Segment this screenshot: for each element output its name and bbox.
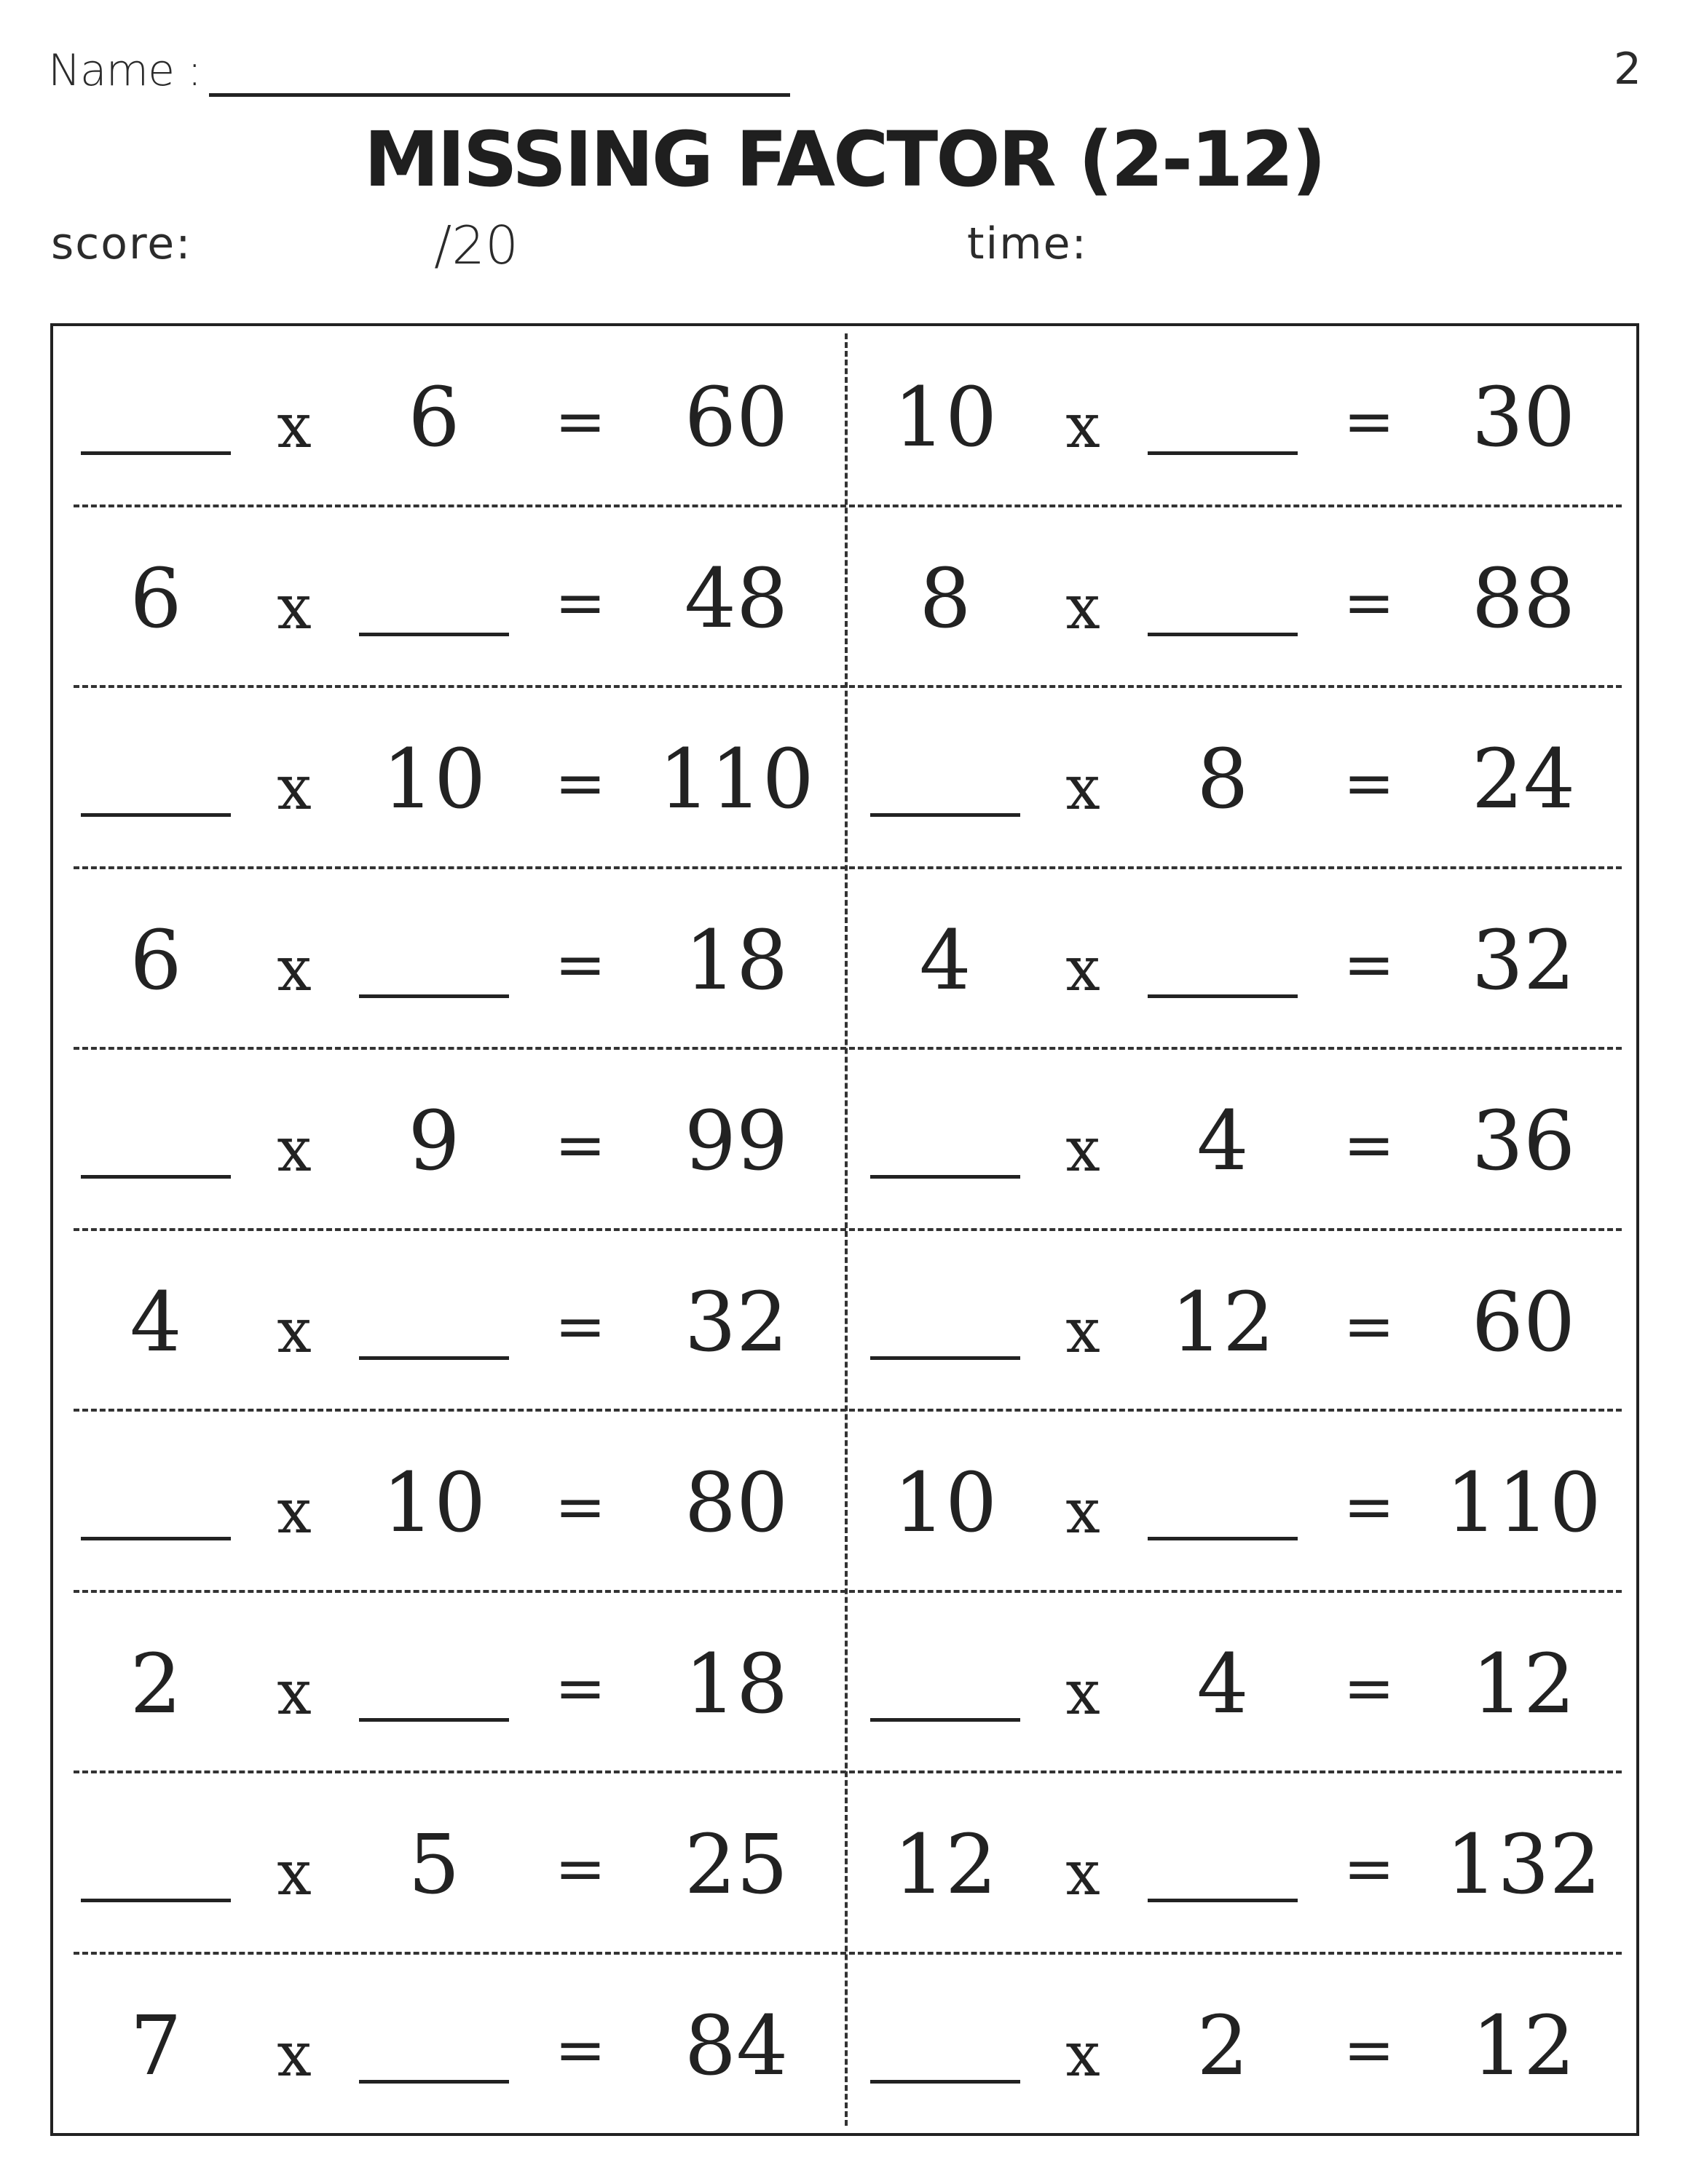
- equals-sign: =: [1343, 928, 1395, 1000]
- row-separator: [74, 1952, 1622, 1955]
- factor-value: 6: [130, 551, 182, 646]
- equals-sign: =: [1343, 386, 1395, 457]
- answer-blank[interactable]: [359, 633, 509, 636]
- times-sign: x: [1065, 1656, 1100, 1728]
- times-sign: x: [1065, 752, 1100, 823]
- product-value: 80: [684, 1456, 789, 1551]
- answer-blank[interactable]: [1148, 1537, 1298, 1540]
- equals-sign: =: [554, 1109, 607, 1181]
- factor-value: 10: [382, 1456, 486, 1551]
- answer-blank[interactable]: [870, 1175, 1020, 1179]
- factor-value: 2: [130, 1637, 182, 1732]
- equals-sign: =: [1343, 1652, 1395, 1724]
- factor-value: 5: [408, 1818, 460, 1912]
- times-sign: x: [1065, 390, 1100, 462]
- problem-grid: [50, 323, 1639, 2136]
- times-sign: x: [277, 571, 312, 643]
- answer-blank[interactable]: [359, 2080, 509, 2084]
- times-sign: x: [277, 752, 312, 823]
- answer-blank[interactable]: [870, 1718, 1020, 1722]
- answer-blank[interactable]: [359, 994, 509, 998]
- factor-value: 4: [919, 913, 971, 1008]
- answer-blank[interactable]: [870, 813, 1020, 817]
- equals-sign: =: [554, 2014, 607, 2086]
- row-separator: [74, 1228, 1622, 1231]
- equals-sign: =: [1343, 1290, 1395, 1362]
- factor-value: 2: [1196, 1998, 1249, 2094]
- answer-blank[interactable]: [81, 813, 231, 817]
- product-value: 24: [1471, 732, 1576, 827]
- row-separator: [74, 685, 1622, 688]
- equals-sign: =: [554, 1833, 607, 1904]
- row-separator: [74, 505, 1622, 507]
- name-label: Name :: [48, 45, 202, 96]
- factor-value: 6: [130, 913, 182, 1008]
- times-sign: x: [277, 1837, 312, 1909]
- equals-sign: =: [1343, 1471, 1395, 1543]
- answer-blank[interactable]: [1148, 994, 1298, 998]
- product-value: 12: [1471, 1998, 1576, 2094]
- product-value: 84: [684, 1998, 789, 2094]
- factor-value: 7: [130, 1998, 182, 2094]
- equals-sign: =: [1343, 748, 1395, 819]
- product-value: 30: [1471, 371, 1576, 465]
- product-value: 48: [684, 551, 789, 646]
- equals-sign: =: [554, 386, 607, 457]
- factor-value: 4: [1196, 1637, 1249, 1732]
- worksheet-title: MISSING FACTOR (2-12): [363, 115, 1325, 204]
- answer-blank[interactable]: [81, 1537, 231, 1540]
- score-label: score:: [51, 218, 192, 269]
- row-separator: [74, 866, 1622, 869]
- product-value: 12: [1471, 1637, 1576, 1732]
- product-value: 18: [684, 1637, 789, 1732]
- answer-blank[interactable]: [81, 1899, 231, 1902]
- times-sign: x: [1065, 933, 1100, 1005]
- product-value: 110: [658, 732, 814, 827]
- equals-sign: =: [1343, 566, 1395, 638]
- answer-blank[interactable]: [359, 1356, 509, 1360]
- times-sign: x: [1065, 571, 1100, 643]
- times-sign: x: [277, 1114, 312, 1185]
- equals-sign: =: [1343, 1833, 1395, 1904]
- equals-sign: =: [554, 748, 607, 819]
- factor-value: 4: [130, 1275, 182, 1370]
- equals-sign: =: [1343, 2014, 1395, 2086]
- product-value: 32: [684, 1275, 789, 1370]
- page-number: 2: [1613, 44, 1641, 95]
- answer-blank[interactable]: [1148, 633, 1298, 636]
- times-sign: x: [1065, 1114, 1100, 1185]
- factor-value: 12: [893, 1818, 998, 1912]
- times-sign: x: [1065, 1476, 1100, 1547]
- answer-blank[interactable]: [81, 451, 231, 455]
- row-separator: [74, 1409, 1622, 1412]
- factor-value: 9: [408, 1094, 460, 1189]
- name-input-line[interactable]: [209, 93, 790, 97]
- product-value: 25: [684, 1818, 789, 1912]
- equals-sign: =: [554, 1652, 607, 1724]
- product-value: 18: [684, 913, 789, 1008]
- factor-value: 6: [408, 371, 460, 465]
- answer-blank[interactable]: [359, 1718, 509, 1722]
- equals-sign: =: [554, 566, 607, 638]
- product-value: 32: [1471, 913, 1576, 1008]
- times-sign: x: [1065, 2018, 1100, 2090]
- answer-blank[interactable]: [81, 1175, 231, 1179]
- product-value: 110: [1446, 1456, 1601, 1551]
- answer-blank[interactable]: [1148, 451, 1298, 455]
- times-sign: x: [1065, 1837, 1100, 1909]
- row-separator: [74, 1770, 1622, 1773]
- factor-value: 8: [919, 551, 971, 646]
- product-value: 60: [684, 371, 789, 465]
- product-value: 132: [1446, 1818, 1601, 1912]
- product-value: 60: [1471, 1275, 1576, 1370]
- times-sign: x: [277, 390, 312, 462]
- times-sign: x: [277, 1476, 312, 1547]
- times-sign: x: [277, 1656, 312, 1728]
- times-sign: x: [277, 933, 312, 1005]
- equals-sign: =: [554, 1471, 607, 1543]
- factor-value: 12: [1170, 1275, 1275, 1370]
- factor-value: 10: [893, 371, 998, 465]
- factor-value: 4: [1196, 1094, 1249, 1189]
- time-label: time:: [967, 218, 1088, 269]
- product-value: 88: [1471, 551, 1576, 646]
- equals-sign: =: [1343, 1109, 1395, 1181]
- product-value: 36: [1471, 1094, 1576, 1189]
- row-separator: [74, 1047, 1622, 1050]
- equals-sign: =: [554, 928, 607, 1000]
- times-sign: x: [277, 2018, 312, 2090]
- times-sign: x: [1065, 1294, 1100, 1366]
- equals-sign: =: [554, 1290, 607, 1362]
- factor-value: 10: [382, 732, 486, 827]
- factor-value: 8: [1196, 732, 1249, 827]
- row-separator: [74, 1590, 1622, 1593]
- answer-blank[interactable]: [870, 2080, 1020, 2084]
- factor-value: 10: [893, 1456, 998, 1551]
- answer-blank[interactable]: [870, 1356, 1020, 1360]
- times-sign: x: [277, 1294, 312, 1366]
- answer-blank[interactable]: [1148, 1899, 1298, 1902]
- score-total: /20: [434, 215, 518, 276]
- product-value: 99: [684, 1094, 789, 1189]
